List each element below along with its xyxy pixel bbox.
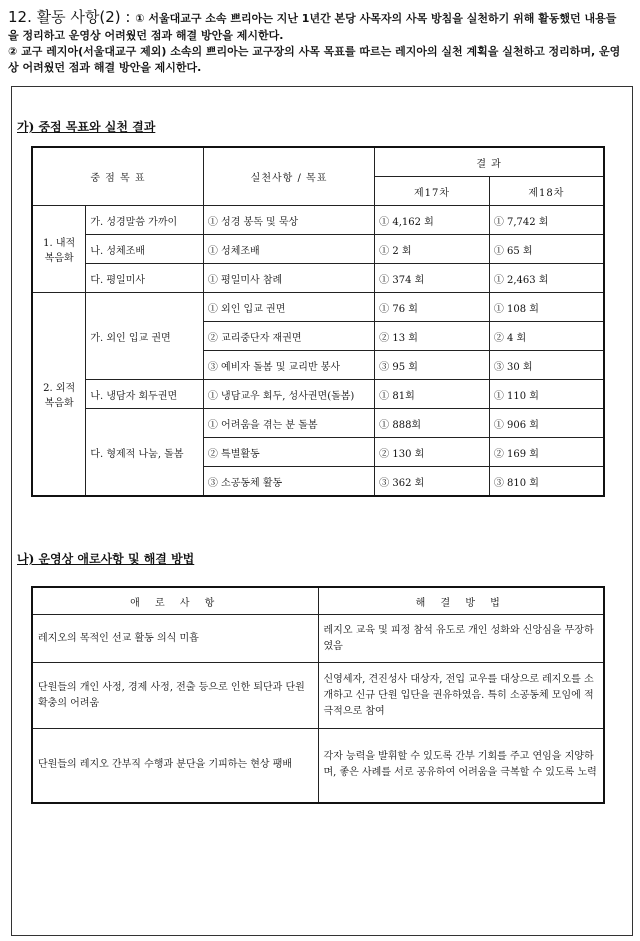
issue-cell: 레지오의 목적인 선교 활동 의식 미흡	[32, 615, 318, 663]
header-line-2: 을 정리하고 운영상 어려웠던 점과 해결 방안을 제시한다.	[8, 29, 284, 42]
header-result: 결 과	[375, 147, 604, 177]
result-17-cell: ① 888회	[375, 409, 490, 438]
solution-cell: 각자 능력을 발휘할 수 있도록 간부 기회를 주고 연임을 지양하며, 좋은 사례를 서로 공유하여 어려움을 극복할 수 있도록 노력	[318, 729, 604, 803]
table-row	[32, 206, 604, 235]
header-issue: 애 로 사 항	[32, 587, 318, 615]
table-row	[32, 293, 604, 322]
action-cell: ① 평일미사 참례	[203, 264, 374, 293]
result-17-cell: ① 4,162 회	[375, 206, 490, 235]
result-17-cell: ① 374 회	[375, 264, 490, 293]
page-header	[8, 8, 632, 76]
result-18-cell: ③ 810 회	[489, 467, 604, 497]
subgoal-cell: 나. 냉담자 회두권면	[86, 380, 204, 409]
table-row	[32, 380, 604, 409]
section1-title: 가) 중점 목표와 실천 결과	[17, 120, 156, 134]
table-row	[32, 729, 604, 803]
result-17-cell: ③ 362 회	[375, 467, 490, 497]
table-row	[32, 409, 604, 438]
action-cell: ① 성체조배	[203, 235, 374, 264]
subgoal-cell: 가. 성경말씀 가까이	[86, 206, 204, 235]
result-18-cell: ① 7,742 회	[489, 206, 604, 235]
header-title: 12. 활동 사항(2) :	[8, 8, 136, 26]
header-17th: 제17차	[375, 177, 490, 206]
goals-results-table	[31, 146, 605, 497]
table-row	[32, 235, 604, 264]
header-line-4: 상 어려웠던 점과 해결 방안을 제시한다.	[8, 61, 202, 74]
issue-cell: 단원들의 개인 사정, 경제 사정, 전출 등으로 인한 퇴단과 단원 확충의 어려움	[32, 663, 318, 729]
header-text-1: ① 서울대교구 소속 쁘리아는 지난 1년간 본당 사목자의 사목 방침을 실천하기 위해 활동했던 내용들	[135, 12, 617, 25]
action-cell: ③ 소공동체 활동	[203, 467, 374, 497]
result-18-cell: ③ 30 회	[489, 351, 604, 380]
action-cell: ① 냉담교우 회두, 성사권면(돌봄)	[203, 380, 374, 409]
result-17-cell: ① 76 회	[375, 293, 490, 322]
result-17-cell: ③ 95 회	[375, 351, 490, 380]
result-17-cell: ① 81회	[375, 380, 490, 409]
action-cell: ① 외인 입교 권면	[203, 293, 374, 322]
issues-solutions-table	[31, 586, 605, 804]
table-row	[32, 663, 604, 729]
action-cell: ② 특별활동	[203, 438, 374, 467]
result-18-cell: ① 110 회	[489, 380, 604, 409]
category-cell: 1. 내적 복음화	[32, 206, 86, 293]
header-18th: 제18차	[489, 177, 604, 206]
solution-cell: 신영세자, 견진성사 대상자, 전입 교우를 대상으로 레지오를 소개하고 신규 단원 입단을 권유하였음. 특히 소공동체 모임에 적극적으로 참여	[318, 663, 604, 729]
result-18-cell: ① 108 회	[489, 293, 604, 322]
header-line-1	[8, 8, 632, 28]
action-cell: ③ 예비자 돌봄 및 교리반 봉사	[203, 351, 374, 380]
solution-cell: 레지오 교육 및 피정 참석 유도로 개인 성화와 신앙심을 무장하였음	[318, 615, 604, 663]
result-17-cell: ① 2 회	[375, 235, 490, 264]
action-cell: ① 성경 봉독 및 묵상	[203, 206, 374, 235]
result-17-cell: ② 13 회	[375, 322, 490, 351]
header-action: 실천사항 / 목표	[203, 147, 374, 206]
subgoal-cell: 다. 형제적 나눔, 돌봄	[86, 409, 204, 497]
subgoal-cell: 다. 평일미사	[86, 264, 204, 293]
result-17-cell: ② 130 회	[375, 438, 490, 467]
result-18-cell: ① 906 회	[489, 409, 604, 438]
result-18-cell: ① 65 회	[489, 235, 604, 264]
table-row	[32, 264, 604, 293]
subgoal-cell: 나. 성체조배	[86, 235, 204, 264]
header-solution: 해 결 방 법	[318, 587, 604, 615]
result-18-cell: ② 169 회	[489, 438, 604, 467]
section2-title: 나) 운영상 애로사항 및 해결 방법	[17, 552, 195, 566]
result-18-cell: ② 4 회	[489, 322, 604, 351]
action-cell: ② 교리중단자 재권면	[203, 322, 374, 351]
table-row	[32, 615, 604, 663]
issue-cell: 단원들의 레지오 간부직 수행과 분단을 기피하는 현상 팽배	[32, 729, 318, 803]
header-goal: 중 점 목 표	[32, 147, 203, 206]
action-cell: ① 어려움을 겪는 분 돌봄	[203, 409, 374, 438]
subgoal-cell: 가. 외인 입교 권면	[86, 293, 204, 380]
category-cell: 2. 외적 복음화	[32, 293, 86, 497]
header-line-3: ② 교구 레지아(서울대교구 제외) 소속의 쁘리아는 교구장의 사목 목표를 따르는 레지아의 실천 계획을 실천하고 정리하며, 운영	[8, 45, 621, 58]
result-18-cell: ① 2,463 회	[489, 264, 604, 293]
